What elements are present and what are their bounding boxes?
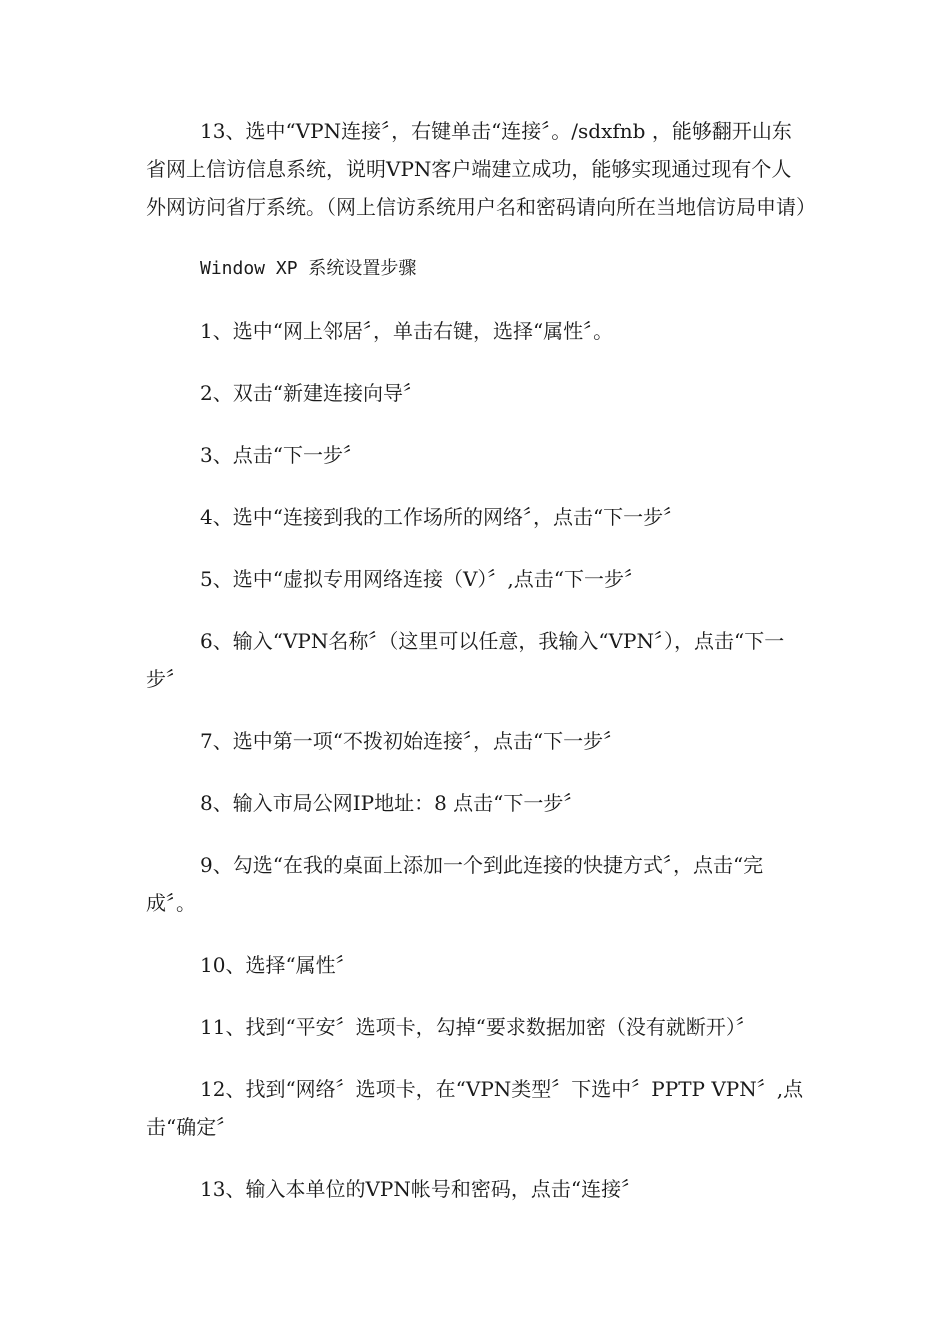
document-body <box>146 112 816 1232</box>
paragraph-step-9: 9、勾选“在我的桌面上添加一个到此连接的快捷方式〞，点击“完成〞。 <box>146 853 764 915</box>
paragraph-step-13-success: 13、选中“VPN连接〞，右键单击“连接〞。/sdxfnb ，能够翻开山东省网上信访信息系统，说明VPN客户端建立成功，能够实现通过现有个人外网访问省厅系统。（网上信访系统用户名和密码请向所在当地信访局申请） <box>146 119 816 219</box>
paragraph-step-6: 6、输入“VPN名称〞（这里可以任意，我输入“VPN〞），点击“下一步〞 <box>146 629 785 691</box>
paragraph-step-4: 4、选中“连接到我的工作场所的网络〞，点击“下一步〞 <box>200 505 684 529</box>
section-heading-windows-xp: Window XP 系统设置步骤 <box>200 258 417 279</box>
paragraph-step-13-connect: 13、输入本单位的VPN帐号和密码，点击“连接〞 <box>200 1177 642 1201</box>
paragraph-step-8: 8、输入市局公网IP地址：8 点击“下一步〞 <box>200 791 584 815</box>
paragraph-step-7: 7、选中第一项“不拨初始连接〞，点击“下一步〞 <box>200 729 624 753</box>
paragraph-step-5: 5、选中“虚拟专用网络连接（V）〞,点击“下一步〞 <box>200 567 644 591</box>
paragraph-step-11: 11、找到“平安〞选项卡，勾掉“要求数据加密（没有就断开）〞 <box>200 1015 756 1039</box>
paragraph-step-12: 12、找到“网络〞选项卡，在“VPN类型〞下选中〞PPTP VPN〞,点击“确定〞 <box>146 1077 804 1139</box>
paragraph-step-1: 1、选中“网上邻居〞，单击右键，选择“属性〞。 <box>200 319 614 343</box>
paragraph-step-2: 2、双击“新建连接向导〞 <box>200 381 423 405</box>
paragraph-step-3: 3、点击“下一步〞 <box>200 443 363 467</box>
paragraph-step-10: 10、选择“属性〞 <box>200 953 356 977</box>
